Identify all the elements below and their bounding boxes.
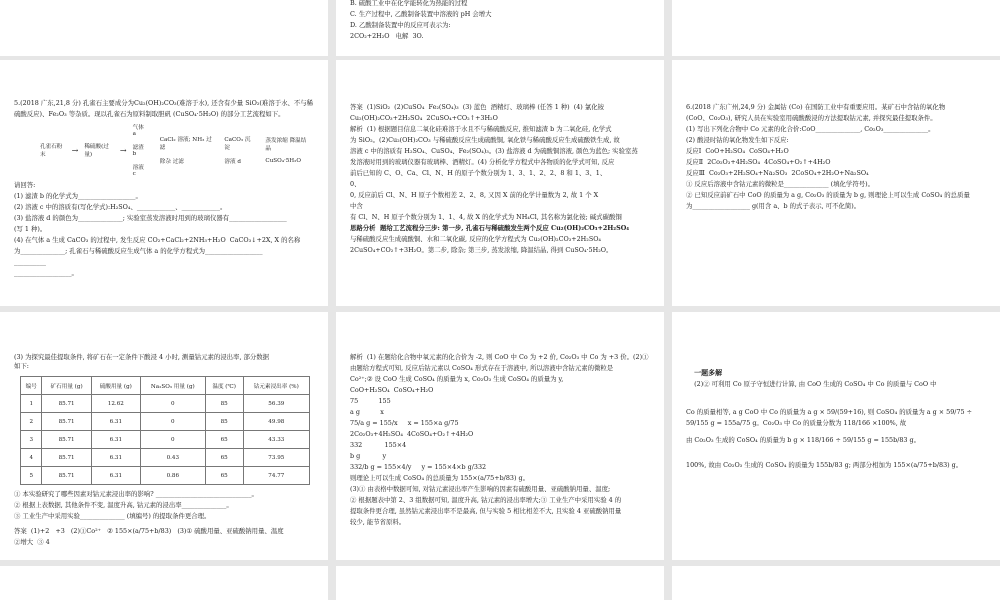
- flow-stage-start: [40, 142, 66, 158]
- flow-step-ca: CaCl₂ 溶液; NH₃ 过滤: [159, 137, 212, 151]
- table-cell: 0.43: [140, 449, 205, 467]
- text-line: 为__________________ g(用含 a、b 的式子表示, 可不化简)。: [686, 202, 861, 210]
- text-line: C. 生产过程中, 乙酸制备装置中溶液的 pH 会增大: [350, 10, 492, 18]
- flow-solution-c: 溶液 c: [132, 165, 144, 177]
- flow-step-evap: 蒸发浓缩 降温结晶: [265, 138, 307, 152]
- section-heading: 一题多解: [694, 368, 723, 377]
- text-line: (4) 在气体 a 生成 CaCO₃ 的过程中, 发生反应 CO₂+CaCl₂+2NH₃+H₂O CaCO₃↓+2X, X 的名称: [14, 236, 301, 244]
- solution-text: (2)② 可利用 Co 原子守恒进行计算, 由 CoO 生成的 CoSO₄ 中 Co 的质量与 CoO 中: [694, 380, 937, 388]
- reaction-line: 反应Ⅲ Co₂O₃+2H₂SO₄+Na₂SO₃ 2CoSO₄+2H₂O+Na₂SO₄: [686, 169, 869, 177]
- table-cell: 65: [205, 431, 243, 449]
- equation-line: b g y: [350, 452, 387, 460]
- text-line: 请回答:: [14, 181, 36, 189]
- text-line: ② 根据题表中第 2、3 组数据可知, 温度升高, 钴元素的浸出率增大;③ 工业生产中采用实验 4 的: [350, 496, 622, 504]
- solution-line: 100%, 故由 Co₂O₃ 生成的 CoSO₄ 的质量为 155b/83 g; 两部分相加为 155×(a/75+b/83) g。: [686, 461, 963, 469]
- text-line: 提取条件更合理, 虽然钴元素浸出率不是最高, 但与实验 5 相比相差不大, 且实验 4 亚硫酸钠用量: [350, 507, 622, 515]
- text-line: 较少, 能节省原料。: [350, 518, 406, 526]
- table-cell: 85.71: [42, 413, 91, 431]
- text-line: 2CO₂+2H₂O 电解 3O.: [350, 32, 424, 40]
- flow-solution-d: 溶液 d: [224, 159, 241, 165]
- text-line: ② 已知反应前矿石中 CoO 的质量为 a g, Co₂O₃ 的质量为 b g, 则理论上可以生成 CoSO₄ 的总质量: [686, 191, 970, 199]
- reaction-line: 反应Ⅰ CoO+H₂SO₄ CoSO₄+H₂O: [686, 147, 789, 155]
- text-line: 为 SiO₂。(2)Cu₂(OH)₂CO₃ 与稀硫酸反应生成硫酸铜, 氧化铁与稀硫酸反应生成硫酸铁生成, 故: [350, 136, 620, 144]
- page-bottom-left: [0, 312, 328, 560]
- table-cell: 43.33: [243, 431, 309, 449]
- table-header-cell: 温度 (℃): [205, 377, 243, 395]
- arrow-right-icon: →: [119, 145, 127, 155]
- flow-caco3: CaCO₃ 沉淀: [224, 137, 251, 151]
- table-cell: 74.77: [243, 467, 309, 485]
- answer-line: 答案 (1)+2 +3 (2)①Co²⁺ ② 155×(a/75+b/83) (3)① 硫酸用量、亚硫酸钠用量、温度: [14, 527, 284, 535]
- table-cell: 2: [21, 413, 42, 431]
- text-line: (3)① 由表格中数据可知, 对钴元素浸出率产生影响的因素有硫酸用量、亚硫酸钠用量、温度;: [350, 485, 611, 493]
- solution-line: 由 Co₂O₃ 生成的 CoSO₄ 的质量为 b g × 118/166 ÷ 59/155 g = 155b/83 g。: [686, 436, 921, 444]
- table-row: [21, 431, 310, 449]
- flow-stage-acid: [84, 142, 114, 158]
- text-line: Co²⁺;② 设 CoO 生成 CoSO₄ 的质量为 x, Co₂O₃ 生成 CoSO₄ 的质量为 y,: [350, 375, 564, 383]
- equation-line: 332 155×4: [350, 441, 407, 449]
- equation-line: 2Co₂O₃+4H₂SO₄ 4CoSO₄+O₂↑+4H₂O: [350, 430, 474, 438]
- table-cell: 85: [205, 395, 243, 413]
- equation-line: a g x: [350, 408, 384, 416]
- text-line: (CoO、Co₂O₃), 研究人员在实验室用硫酸酸浸的方法提取钴元素, 并探究最佳提取条件。: [686, 114, 937, 122]
- table-cell: 85.71: [42, 395, 91, 413]
- table-cell: 4: [21, 449, 42, 467]
- page-middle-middle: [336, 60, 664, 306]
- text-line: 中含: [350, 202, 363, 210]
- table-cell: 6.31: [91, 431, 140, 449]
- table-cell: 73.95: [243, 449, 309, 467]
- text-line: (1) 滤渣 b 的化学式为__________________。: [14, 192, 142, 200]
- text-line: ① 反应后溶液中含钴元素的微粒是______________ (填化学符号)。: [686, 180, 874, 188]
- table-cell: 85.71: [42, 431, 91, 449]
- flow-stage-results: [224, 135, 253, 165]
- table-cell: 65: [205, 449, 243, 467]
- text-line: (2) 溶液 c 中的溶质有(写化学式):H₂SO₄、____________、____________。: [14, 203, 227, 211]
- question-title: 6.(2018 广东广州,24,9 分) 金属钴 (Co) 在国防工业中有重要应用。某矿石中含钴的氧化物: [686, 103, 946, 111]
- table-cell: 85.71: [42, 449, 91, 467]
- text-line: 如下:: [14, 362, 29, 370]
- text-line: __________: [14, 258, 46, 266]
- flow-gas: 气体 a: [132, 125, 144, 137]
- text-line: ③ 工业生产中采用实验______________ (填编号) 的提取条件更合理。: [14, 512, 211, 520]
- table-header-cell: 编号: [21, 377, 42, 395]
- flow-filtrate-b: 滤渣 b: [132, 145, 144, 157]
- page-next-left: [0, 566, 328, 600]
- flow-acid: 稀硫酸(过量): [84, 144, 109, 158]
- table-cell: 85.71: [42, 467, 91, 485]
- table-cell: 49.98: [243, 413, 309, 431]
- data-table: [20, 376, 310, 485]
- text-line: ① 本实验研究了哪些因素对钴元素浸出率的影响? ______________________________。: [14, 490, 258, 498]
- table-cell: 6.31: [91, 413, 140, 431]
- text-line: 发溶液时用到的玻璃仪器有玻璃棒、酒精灯。(4) 分析化学方程式中各物质的化学式可知, 反应: [350, 158, 615, 166]
- table-cell: 85: [205, 413, 243, 431]
- table-row: [21, 467, 310, 485]
- text-line: D. 乙酸制备装置中的反应可表示为:: [350, 21, 451, 29]
- table-cell: 0: [140, 413, 205, 431]
- table-header-cell: 钴元素浸出率 (%): [243, 377, 309, 395]
- flow-product: CuSO₄·5H₂O: [265, 158, 302, 164]
- text-line: Cu₂(OH)₂CO₃+2H₂SO₄ 2CuSO₄+CO₂↑+3H₂O: [350, 114, 498, 122]
- page-top-middle: [336, 0, 664, 56]
- table-cell: 1: [21, 395, 42, 413]
- page-next-right: [672, 566, 1000, 600]
- text-line: __________________。: [14, 269, 78, 277]
- text-line: 有 Cl、N、H 原子个数分别为 1、1、4, 故 X 的化学式为 NH₄Cl, 其名称为氯化铵; 碱式碳酸铜: [350, 213, 622, 221]
- page-middle-left: [0, 60, 328, 306]
- text-line: 溶液 c 中的溶质有 H₂SO₄、CuSO₄、Fe₂(SO₄)₃。(3) 盐溶液 d 为硫酸铜溶液, 颜色为蓝色; 实验室蒸: [350, 147, 638, 155]
- question-title: 5.(2018 广东,21,8 分) 孔雀石主要成分为Cu₂(OH)₂CO₃(难溶于水), 还含有少量 SiO₂(难溶于水、不与稀硫酸反应)、Fe₂O₃ 等杂质。现以孔雀石为原料制取胆矾 (CuSO₄·5H₂O) 的部分工艺流程如下。: [14, 99, 314, 118]
- table-cell: 56.39: [243, 395, 309, 413]
- text-line: ②增大 ③ 4: [14, 538, 50, 546]
- flow-step-fe: 除杂 过滤: [159, 159, 184, 165]
- text-line: 0、: [350, 180, 361, 188]
- text-line: (2) 酸浸时钴的氧化物发生如下反应:: [686, 136, 789, 144]
- solution-line: [686, 356, 986, 401]
- text-line: 前后已知的 C、O、Ca、Cl、N、H 的原子个数分别为 1、3、1、2、2、8 和 1、3、1、: [350, 169, 607, 177]
- table-row: [21, 395, 310, 413]
- text-line: 与稀硫酸反应生成硫酸铜、水和二氧化碳, 反应的化学方程式为 Cu₂(OH)₂CO₃+2H₂SO₄: [350, 235, 601, 243]
- table-header-cell: Na₂SO₃ 用量 (g): [140, 377, 205, 395]
- process-flow-diagram: [34, 123, 314, 177]
- flow-start: 孔雀石粉末: [40, 144, 63, 158]
- equation-line: 75/a g = 155/x x = 155×a g/75: [350, 419, 459, 427]
- text-line: 2CuSO₄+CO₂↑+3H₂O。第二步, 除杂; 第三步, 蒸发浓缩, 降温结晶, 得到 CuSO₄·5H₂O。: [350, 246, 613, 254]
- text-line: (3) 为探究最佳提取条件, 将矿石在一定条件下酸浸 4 小时, 测量钴元素的浸出率, 部分数据: [14, 353, 270, 361]
- text-line: (写 1 种)。: [14, 225, 47, 233]
- text-line: 0, 反应前后 Cl、N、H 原子个数相差 2、2、8, 又因 X 前的化学计量数为 2, 故 1 个 X: [350, 191, 599, 199]
- text-line: (1) 写出下列化合物中 Co 元素的化合价:CoO______________, Co₂O₃______________。: [686, 125, 935, 133]
- equation-line: 332/b g = 155×4/y y = 155×4×b g/332: [350, 463, 487, 471]
- table-cell: 0: [140, 395, 205, 413]
- reaction-line: 反应Ⅱ 2Co₂O₃+4H₂SO₄ 4CoSO₄+O₂↑+4H₂O: [686, 158, 831, 166]
- table-cell: 6.31: [91, 449, 140, 467]
- table-row: [21, 449, 310, 467]
- flow-stage-evap: [265, 136, 308, 164]
- table-header-cell: 硫酸用量 (g): [91, 377, 140, 395]
- equation-line: CoO+H₂SO₄ CoSO₄+H₂O: [350, 386, 434, 394]
- page-top-right: [672, 0, 1000, 56]
- table-cell: 65: [205, 467, 243, 485]
- table-cell: 0: [140, 431, 205, 449]
- page-next-middle: [336, 566, 664, 600]
- arrow-right-icon: →: [71, 145, 79, 155]
- text-line: 为______________; 孔雀石与稀硫酸反应生成气体 a 的化学方程式为__________________: [14, 247, 263, 255]
- table-header-row: [21, 377, 310, 395]
- table-cell: 6.31: [91, 467, 140, 485]
- table-cell: 0.86: [140, 467, 205, 485]
- text-line: 由题给方程式可知, 反应后钴元素以 CoSO₄ 形式存在于溶液中, 所以溶液中含钴元素的微粒是: [350, 364, 614, 372]
- idea-analysis-line: 思路分析 题给工艺流程分三步: 第一步, 孔雀石与稀硫酸发生两个反应 Cu₂(OH)₂CO₃+2H₂SO₄: [350, 224, 630, 232]
- text-line: ② 根据上表数据, 其他条件不变, 温度升高, 钴元素的浸出率______________。: [14, 501, 233, 509]
- flow-stage-steps: [160, 135, 213, 165]
- table-cell: 12.62: [91, 395, 140, 413]
- answer-line: 答案 (1)SiO₂ (2)CuSO₄ Fe₂(SO₄)₃ (3) 蓝色 酒精灯、玻璃棒 (任答 1 种) (4) 氯化铵: [350, 103, 604, 111]
- equation-line: 75 155: [350, 397, 391, 405]
- table-header-cell: 矿石用量 (g): [42, 377, 91, 395]
- text-line: B. 硫酸工业中在化学能转化为热能的过程: [350, 0, 468, 7]
- page-bottom-middle: [336, 312, 664, 560]
- page-bottom-right: [672, 312, 1000, 560]
- table-cell: 3: [21, 431, 42, 449]
- analysis-line: 解析 (1) 根据题目信息二氧化硅难溶于水且不与稀硫酸反应, 推知滤渣 b 为二氧化硅, 化学式: [350, 125, 612, 133]
- page-middle-right: [672, 60, 1000, 306]
- table-row: [21, 413, 310, 431]
- text-line: (3) 盐溶液 d 的颜色为______________; 实验室蒸发溶液时用到的玻璃仪器有__________________: [14, 214, 287, 222]
- text-line: 则理论上可以生成 CoSO₄ 的总质量为 155×(a/75+b/83) g。: [350, 474, 529, 482]
- analysis-line: 解析 (1) 在题给化合物中氧元素的化合价为 -2, 则 CoO 中 Co 为 +2 价, Co₂O₃ 中 Co 为 +3 价。(2)①: [350, 353, 649, 361]
- table-cell: 5: [21, 467, 42, 485]
- solution-line: Co 的质量相等, a g CoO 中 Co 的质量为 a g × 59/(59+16), 则 CoSO₄ 的质量为 a g × 59/75 ÷ 59/155 g = 155a/75 g。Co₂O₃ 中 Co 的质量分数为 118/166 ×100%, 故: [686, 408, 975, 427]
- flow-stage-products: [133, 123, 148, 177]
- page-top-left: [0, 0, 328, 56]
